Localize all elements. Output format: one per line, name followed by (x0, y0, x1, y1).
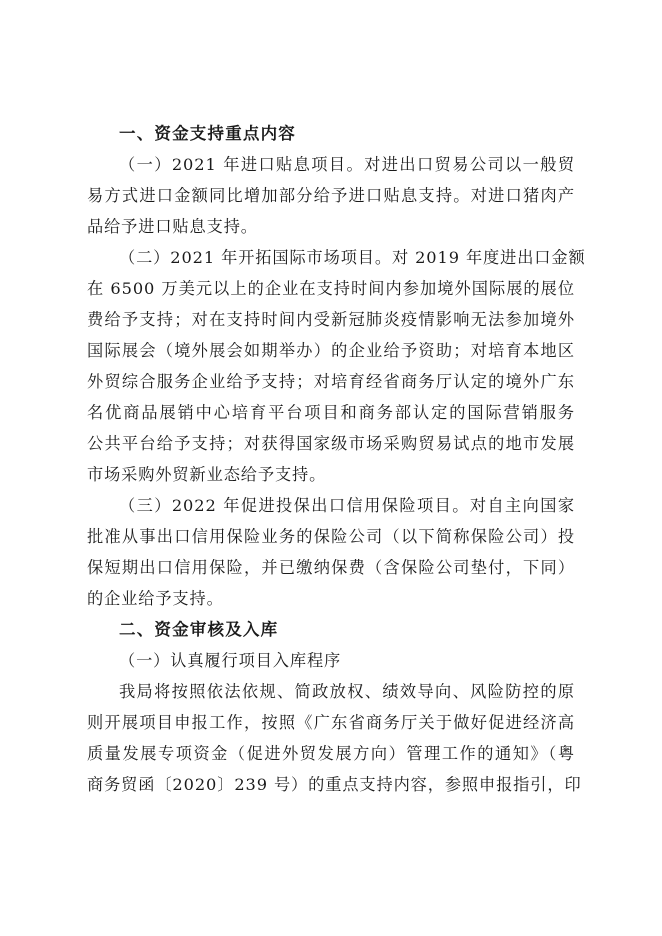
document-page (87, 118, 586, 800)
paragraph-line: 我局将按照依法依规、简政放权、绩效导向、风险防控的原 (119, 682, 575, 701)
paragraph-line: 质量发展专项资金（促进外贸发展方向）管理工作的通知》（粤 (87, 744, 575, 763)
paragraph-line: 市场采购外贸新业态给予支持。 (87, 465, 327, 484)
paragraph-line: 名优商品展销中心培育平台项目和商务部认定的国际营销服务 (87, 403, 575, 422)
paragraph-line: 易方式进口金额同比增加部分给予进口贴息支持。对进口猪肉产 (87, 186, 575, 205)
paragraph-line: 商务贸函〔2020〕239 号）的重点支持内容，参照申报指引，印 (87, 775, 582, 794)
paragraph-line: 批准从事出口信用保险业务的保险公司（以下简称保险公司）投 (87, 527, 575, 546)
paragraph-line: 的企业给予支持。 (87, 589, 224, 608)
paragraph-line: 在 6500 万美元以上的企业在支持时间内参加境外国际展的展位 (87, 279, 575, 298)
paragraph-line: （一）2021 年进口贴息项目。对进出口贸易公司以一般贸 (119, 155, 575, 174)
subsection-heading: （一）认真履行项目入库程序 (119, 651, 342, 670)
section-heading-2: 二、资金审核及入库 (119, 620, 279, 639)
section-heading-1: 一、资金支持重点内容 (119, 124, 296, 143)
paragraph-line: 外贸综合服务企业给予支持；对培育经省商务厅认定的境外广东 (87, 372, 575, 391)
paragraph-line: 费给予支持；对在支持时间内受新冠肺炎疫情影响无法参加境外 (87, 310, 575, 329)
paragraph-line: （三）2022 年促进投保出口信用保险项目。对自主向国家 (119, 496, 575, 515)
paragraph-line: 国际展会（境外展会如期举办）的企业给予资助；对培育本地区 (87, 341, 575, 360)
paragraph-line: 保短期出口信用保险，并已缴纳保费（含保险公司垫付，下同） (87, 558, 575, 577)
paragraph-line: 品给予进口贴息支持。 (87, 217, 258, 236)
paragraph-line: 则开展项目申报工作，按照《广东省商务厅关于做好促进经济高 (87, 713, 575, 732)
paragraph-line: 公共平台给予支持；对获得国家级市场采购贸易试点的地市发展 (87, 434, 575, 453)
paragraph-line: （二）2021 年开拓国际市场项目。对 2019 年度进出口金额 (119, 248, 586, 267)
